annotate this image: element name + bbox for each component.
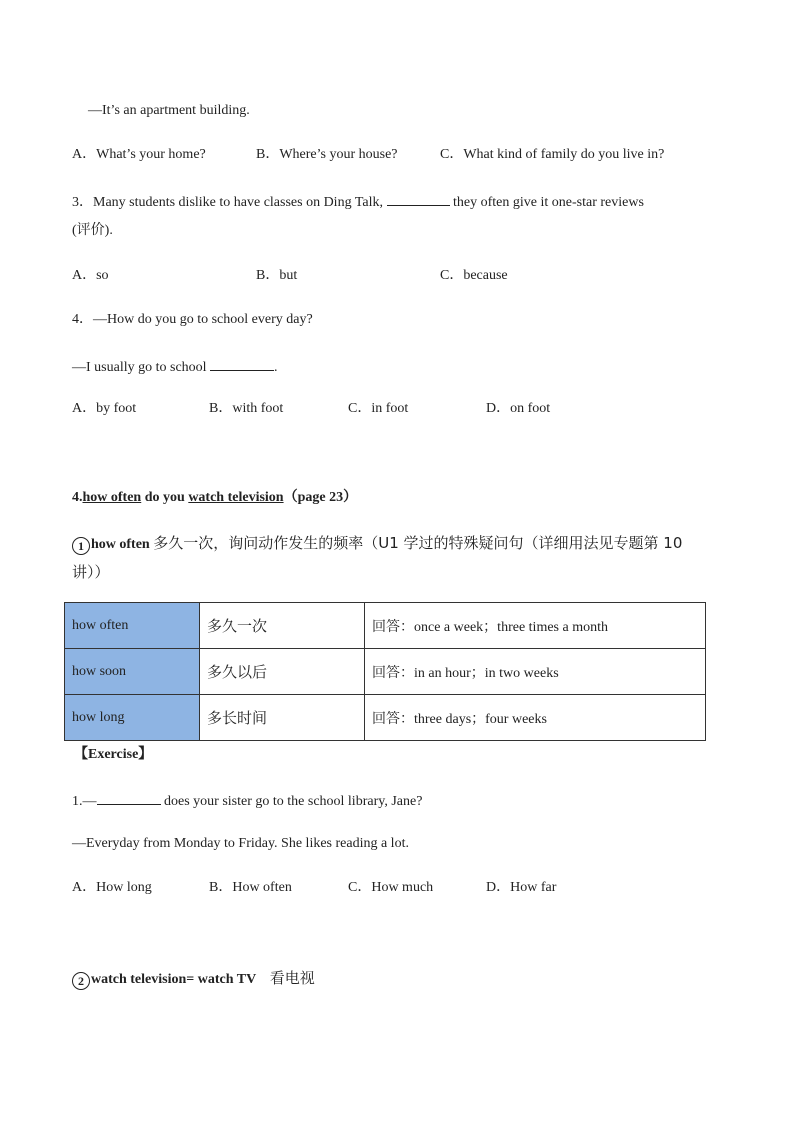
section-page: （page 23） bbox=[283, 490, 358, 505]
q4-option-d: D．on foot bbox=[486, 401, 551, 416]
q3-part2: they often give it one-star reviews bbox=[453, 195, 644, 210]
q2-option-b: B．Where’s your house? bbox=[256, 147, 398, 162]
point1-term: how often bbox=[91, 537, 150, 552]
exercise-option-b: B．How often bbox=[209, 880, 292, 895]
point1-line1 bbox=[72, 534, 682, 555]
q4-question: 4．—How do you go to school every day? bbox=[72, 312, 313, 327]
q4-option-a: A．by foot bbox=[72, 401, 137, 416]
q3-part1: 3．Many students dislike to have classes on Ding Talk, bbox=[72, 195, 384, 210]
section-heading bbox=[72, 489, 357, 507]
table-cell-meaning: 多久一次 bbox=[200, 603, 365, 649]
section-phrase-watch-television: watch television bbox=[188, 490, 284, 505]
exercise-q1 bbox=[72, 790, 422, 811]
table-row bbox=[65, 603, 706, 649]
q3-option-b: B．but bbox=[256, 268, 298, 283]
section-mid: do you bbox=[141, 490, 189, 505]
point2-line bbox=[72, 969, 315, 990]
table-cell-meaning: 多长时间 bbox=[200, 695, 365, 741]
exercise-q1-prefix: 1.— bbox=[72, 794, 97, 809]
table-cell-answer: 回答：in an hour；in two weeks bbox=[365, 649, 706, 695]
table-cell-answer: 回答：three days；four weeks bbox=[365, 695, 706, 741]
q4-answer-suffix: . bbox=[274, 360, 278, 375]
exercise-header: 【Exercise】 bbox=[74, 747, 153, 762]
q4-option-c: C．in foot bbox=[348, 401, 409, 416]
exercise-option-a: A．How long bbox=[72, 880, 152, 895]
table-row bbox=[65, 695, 706, 741]
point2-term: watch television= watch TV bbox=[91, 972, 257, 987]
q4-answer bbox=[72, 356, 278, 377]
q3-option-c: C．because bbox=[440, 268, 508, 283]
q4-blank bbox=[210, 356, 274, 371]
section-num: 4. bbox=[72, 490, 83, 505]
point2-meaning: 看电视 bbox=[269, 969, 315, 987]
q3-blank bbox=[387, 191, 450, 206]
exercise-q1-blank bbox=[97, 790, 161, 805]
frequency-table bbox=[64, 602, 706, 741]
point1-desc: 多久一次，询问动作发生的频率（U1 学过的特殊疑问句（详细用法见专题第 10 bbox=[153, 534, 683, 552]
exercise-option-c: C．How much bbox=[348, 880, 434, 895]
q3-line2: (评价). bbox=[72, 223, 113, 238]
table-cell-meaning: 多久以后 bbox=[200, 649, 365, 695]
q2-option-c: C．What kind of family do you live in? bbox=[440, 147, 665, 162]
q2-option-a: A．What’s your home? bbox=[72, 147, 206, 162]
q3-option-a: A．so bbox=[72, 268, 109, 283]
table-cell-phrase: how long bbox=[65, 695, 200, 741]
circled-number-2: 2 bbox=[72, 972, 90, 990]
table-row bbox=[65, 649, 706, 695]
q4-option-b: B．with foot bbox=[209, 401, 284, 416]
exercise-option-d: D．How far bbox=[486, 880, 557, 895]
q2-answer: —It’s an apartment building. bbox=[88, 103, 250, 118]
point1-line2: 讲）） bbox=[72, 563, 110, 581]
section-phrase-how-often: how often bbox=[82, 490, 142, 505]
exercise-answer: —Everyday from Monday to Friday. She likes reading a lot. bbox=[72, 836, 409, 851]
q3-question bbox=[72, 191, 644, 212]
table-cell-answer: 回答：once a week；three times a month bbox=[365, 603, 706, 649]
table-cell-phrase: how often bbox=[65, 603, 200, 649]
circled-number-1: 1 bbox=[72, 537, 90, 555]
table-cell-phrase: how soon bbox=[65, 649, 200, 695]
q4-answer-prefix: —I usually go to school bbox=[72, 360, 207, 375]
exercise-q1-suffix: does your sister go to the school library, Jane? bbox=[164, 794, 423, 809]
